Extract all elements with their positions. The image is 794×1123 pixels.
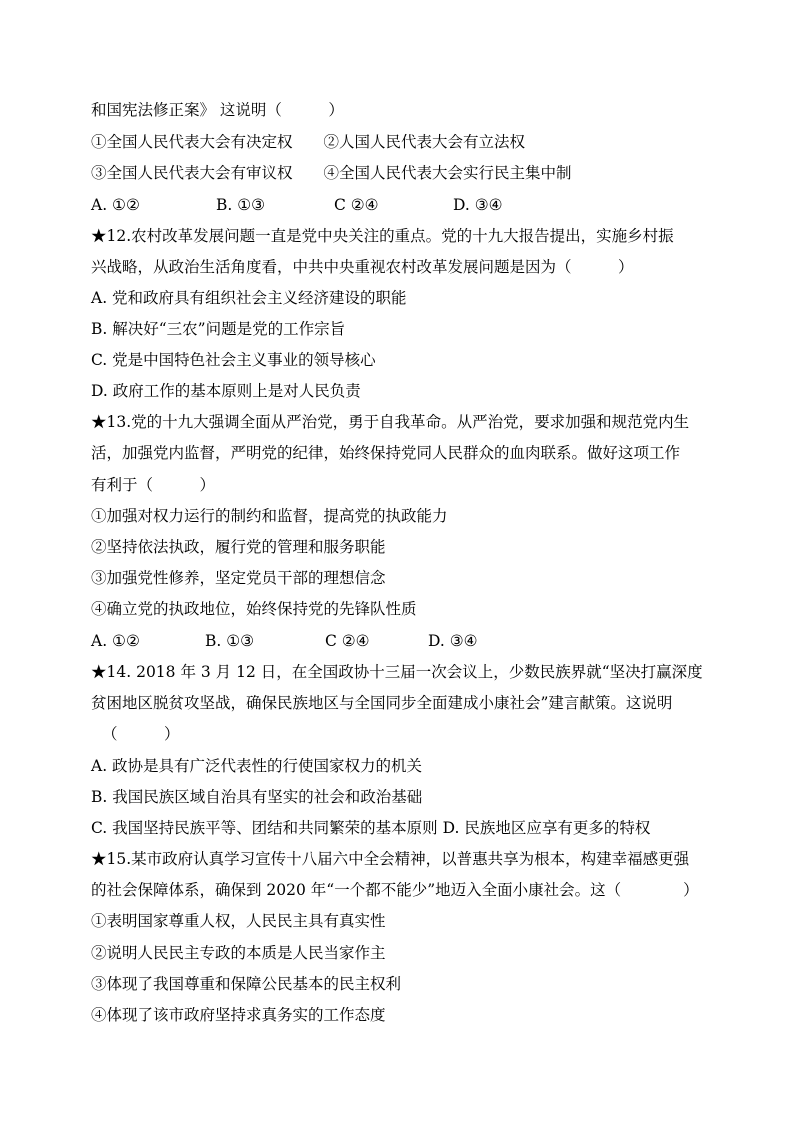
q12-stem-line-1: ★12.农村改革发展问题一直是党中央关注的重点。党的十九大报告提出，实施乡村振: [91, 227, 674, 245]
q11-statements-3-4: ③全国人民代表大会有审议权 ④全国人民代表大会实行民主集中制: [91, 164, 572, 182]
option-c: C ②④: [325, 632, 370, 650]
q15-statement-4: ④体现了该市政府坚持求真务实的工作态度: [91, 1006, 386, 1024]
option-a: A. ①②: [91, 196, 140, 214]
q15-statement-2: ②说明人民民主专政的本质是人民当家作主: [91, 944, 386, 962]
option-b: B. ①③: [216, 196, 266, 214]
option-c: C ②④: [334, 196, 379, 214]
q15-stem-line-2: 的社会保障体系，确保到 2020 年“一个都不能少”地迈入全面小康社会。这（ ）: [91, 881, 699, 899]
q14-stem-line-3: （ ）: [102, 725, 180, 743]
q14-option-a: A. 政协是具有广泛代表性的行使国家权力的机关: [91, 757, 423, 775]
option-d: D. ③④: [428, 632, 478, 650]
q14-option-b: B. 我国民族区域自治具有坚实的社会和政治基础: [91, 788, 423, 806]
q13-statement-4: ④确立党的执政地位，始终保持党的先锋队性质: [91, 600, 417, 618]
option-a: A. ①②: [91, 632, 140, 650]
q14-option-c-d: C. 我国坚持民族平等、团结和共同繁荣的基本原则 D. 民族地区应享有更多的特权: [91, 819, 651, 837]
q11-stem-end: 和国宪法修正案》 这说明（ ）: [91, 101, 344, 119]
q12-option-c: C. 党是中国特色社会主义事业的领导核心: [91, 351, 376, 369]
q14-stem-line-2: 贫困地区脱贫攻坚战，确保民族地区与全国同步全面建成小康社会”建言献策。这说明: [91, 694, 673, 712]
q15-statement-3: ③体现了我国尊重和保障公民基本的民主权利: [91, 975, 402, 993]
q12-option-a: A. 党和政府具有组织社会主义经济建设的职能: [91, 289, 407, 307]
q13-stem-line-1: ★13.党的十九大强调全面从严治党，勇于自我革命。从严治党，要求加强和规范党内生: [91, 413, 690, 431]
q12-option-b: B. 解决好“三农”问题是党的工作宗旨: [91, 320, 346, 338]
q12-stem-line-2: 兴战略，从政治生活角度看，中共中央重视农村改革发展问题是因为（ ）: [91, 258, 634, 276]
q13-statement-1: ①加强对权力运行的制约和监督，提高党的执政能力: [91, 507, 448, 525]
option-d: D. ③④: [453, 196, 503, 214]
q13-statement-3: ③加强党性修养，坚定党员干部的理想信念: [91, 569, 386, 587]
q13-stem-line-3: 有利于（ ）: [91, 476, 216, 494]
q15-stem-line-1: ★15.某市政府认真学习宣传十八届六中全会精神，以普惠共享为根本，构建幸福感更强: [91, 850, 690, 868]
q13-statement-2: ②坚持依法执政，履行党的管理和服务职能: [91, 538, 386, 556]
q15-statement-1: ①表明国家尊重人权，人民民主具有真实性: [91, 912, 386, 930]
q12-option-d: D. 政府工作的基本原则上是对人民负责: [91, 382, 361, 400]
q14-stem-line-1: ★14. 2018 年 3 月 12 日，在全国政协十三届一次会议上，少数民族界就“坚决打赢深度: [91, 663, 703, 681]
q13-stem-line-2: 活，加强党内监督，严明党的纪律，始终保持党同人民群众的血肉联系。做好这项工作: [91, 444, 681, 462]
q11-statements-1-2: ①全国人民代表大会有决定权 ②人国人民代表大会有立法权: [91, 133, 526, 151]
option-b: B. ①③: [205, 632, 255, 650]
